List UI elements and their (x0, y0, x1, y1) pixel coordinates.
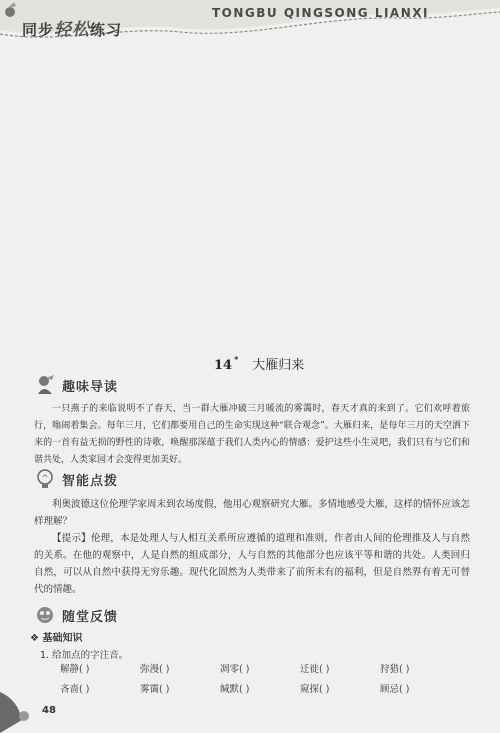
answer-blank[interactable]: ( ) (399, 664, 410, 675)
lesson-title (214, 354, 304, 373)
pinyin-word: 弥漫 (140, 664, 160, 675)
answer-blank[interactable]: ( ) (159, 664, 170, 675)
pinyin-item (380, 661, 460, 675)
mascot-icon (34, 604, 58, 626)
pinyin-item (300, 681, 380, 695)
answer-blank[interactable]: ( ) (319, 684, 330, 695)
answer-blank[interactable]: ( ) (239, 664, 250, 675)
lesson-name: 大雁归来 (252, 358, 305, 373)
question-1: 1. 给加点的字注音。 (40, 650, 129, 661)
pinyin-word: 窥探 (300, 684, 320, 695)
pinyin-item (60, 661, 140, 675)
hint-label: 【提示】 (52, 533, 91, 544)
wisdom-hint (34, 530, 470, 598)
section-fun-reading-heading: 趣味导读 (34, 374, 118, 396)
page-number: 48 (42, 705, 56, 716)
pinyin-item (220, 681, 300, 695)
pinyin-item (300, 661, 380, 675)
section-feedback-heading: 随堂反馈 (34, 604, 118, 626)
answer-blank[interactable]: ( ) (159, 684, 170, 695)
pinyin-word: 顾忌 (380, 684, 400, 695)
reader-figure-icon (34, 374, 58, 396)
wisdom-question: 利奥波德这位伦理学家周末到农场度假，他用心观察研究大雁。多情地感受大雁，这样的情怀应该怎样理解？ (34, 499, 471, 527)
pinyin-word: 缄默 (220, 684, 240, 695)
answer-blank[interactable]: ( ) (319, 664, 330, 675)
corner-decoration (0, 682, 40, 733)
page-header (0, 0, 500, 44)
brand-pinyin-title: TONGBU QINGSONG LIANXI (212, 6, 429, 20)
pinyin-exercise-grid (60, 661, 460, 695)
answer-blank[interactable]: ( ) (399, 684, 410, 695)
pinyin-item (380, 681, 460, 695)
hint-text: 伦理，本是处理人与人相互关系所应遵循的道理和准则，作者由人间的伦理推及人与自然的关系。在他的观察中，人是自然的组成部分，人与自然的其他部分也应该平等和谐的共处。人类回归自然，可以从自然中获得无穷乐趣。现代化固然为人类带来了前所未有的福利，但是自然界有着无可替代的情趣。 (34, 533, 470, 595)
pinyin-item (140, 661, 220, 675)
pinyin-item (60, 681, 140, 695)
section-wisdom-heading: 智能点拨 (34, 468, 118, 490)
pinyin-item (220, 661, 300, 675)
brand-chinese-title: 同步轻松练习 (22, 20, 123, 40)
answer-blank[interactable]: ( ) (79, 664, 90, 675)
basic-knowledge-heading: ❖ 基础知识 (30, 633, 83, 644)
pinyin-word: 迁徙 (300, 664, 320, 675)
answer-blank[interactable]: ( ) (239, 684, 250, 695)
answer-blank[interactable]: ( ) (79, 684, 90, 695)
pinyin-word: 凋零 (220, 664, 240, 675)
pinyin-word: 解静 (60, 664, 80, 675)
fun-reading-text: 一只燕子的来临说明不了春天，当一群大雁冲破三月暖流的雾霭时，春天才真的来到了。它们欢呼着旅行，嗡闹着集会。每年三月，它们都要用自己的生命实现这种“联合观念”。大雁归来，是每年三月的天空洒下来的一首有益无损的野性的诗歌，唤醒那深蕴于我们人类内心的情感：爱护这些小生灵吧，我们只有与它们和谐共处，人类家园才会变得更加美好。 (34, 404, 470, 465)
pinyin-word: 雾霭 (140, 684, 160, 695)
pinyin-item (140, 681, 220, 695)
lightbulb-icon (34, 468, 58, 490)
pinyin-word: 吝啬 (60, 684, 80, 695)
lesson-number: 14 * (214, 354, 239, 373)
pinyin-word: 狩猎 (380, 664, 400, 675)
